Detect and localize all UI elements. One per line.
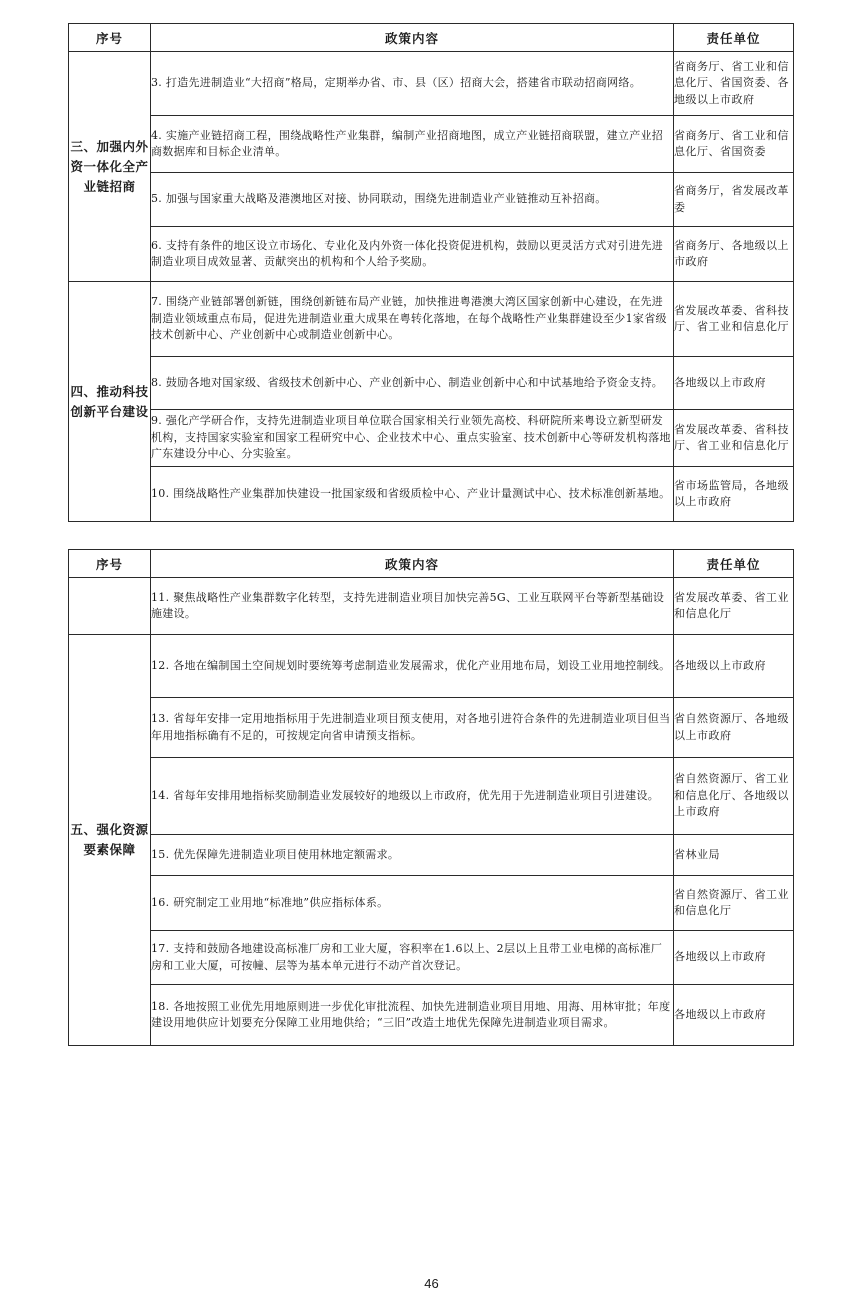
- policy-content: 17. 支持和鼓励各地建设高标准厂房和工业大厦，容积率在1.6以上、2层以上且带工业电梯的高标准厂房和工业大厦，可按幢、层等为基本单元进行不动产首次登记。: [151, 931, 674, 985]
- policy-table-1: [68, 23, 794, 522]
- policy-content: 12. 各地在编制国土空间规划时要统筹考虑制造业发展需求，优化产业用地布局，划设工业用地控制线。: [151, 635, 674, 698]
- category-cell: 五、强化资源要素保障: [69, 635, 151, 1046]
- table-row: [69, 835, 794, 876]
- policy-content: 18. 各地按照工业优先用地原则进一步优化审批流程、加快先进制造业项目用地、用海、用林审批；年度建设用地供应计划要充分保障工业用地供给；“三旧”改造土地优先保障先进制造业项目需求。: [151, 985, 674, 1046]
- policy-content: 11. 聚焦战略性产业集群数字化转型，支持先进制造业项目加快完善5G、工业互联网平台等新型基础设施建设。: [151, 578, 674, 635]
- responsible-unit: 省发展改革委、省工业和信息化厅: [674, 578, 794, 635]
- responsible-unit: 省自然资源厅、省工业和信息化厅、各地级以上市政府: [674, 758, 794, 835]
- policy-content: 10. 围绕战略性产业集群加快建设一批国家级和省级质检中心、产业计量测试中心、技术标准创新基地。: [151, 467, 674, 522]
- table-row: [69, 282, 794, 357]
- responsible-unit: 省自然资源厅、省工业和信息化厅: [674, 876, 794, 931]
- table-row: [69, 467, 794, 522]
- table-row: [69, 758, 794, 835]
- header-unit: 责任单位: [674, 550, 794, 578]
- header-content: 政策内容: [151, 24, 674, 52]
- policy-content: 7. 围绕产业链部署创新链，围绕创新链布局产业链，加快推进粤港澳大湾区国家创新中心建设，在先进制造业领域重点布局，促进先进制造业重大成果在粤转化落地，在每个战略性产业集群建设至少1家省级技术创新中心、产业创新中心或制造业创新中心。: [151, 282, 674, 357]
- responsible-unit: 各地级以上市政府: [674, 357, 794, 410]
- policy-table-2: [68, 549, 794, 1046]
- table-row: [69, 357, 794, 410]
- responsible-unit: 省市场监管局，各地级以上市政府: [674, 467, 794, 522]
- responsible-unit: 各地级以上市政府: [674, 635, 794, 698]
- policy-content: 14. 省每年安排用地指标奖励制造业发展较好的地级以上市政府，优先用于先进制造业项目引进建设。: [151, 758, 674, 835]
- responsible-unit: 省发展改革委、省科技厅、省工业和信息化厅: [674, 410, 794, 467]
- policy-content: 16. 研究制定工业用地“标准地”供应指标体系。: [151, 876, 674, 931]
- table-header-row: [69, 24, 794, 52]
- policy-content: 13. 省每年安排一定用地指标用于先进制造业项目预支使用，对各地引进符合条件的先进制造业项目但当年用地指标确有不足的，可按规定向省申请预支指标。: [151, 698, 674, 758]
- responsible-unit: 省商务厅，省发展改革委: [674, 173, 794, 227]
- table-row: [69, 410, 794, 467]
- responsible-unit: 省林业局: [674, 835, 794, 876]
- header-unit: 责任单位: [674, 24, 794, 52]
- header-content: 政策内容: [151, 550, 674, 578]
- table-row: [69, 876, 794, 931]
- policy-content: 15. 优先保障先进制造业项目使用林地定额需求。: [151, 835, 674, 876]
- policy-content: 6. 支持有条件的地区设立市场化、专业化及内外资一体化投资促进机构，鼓励以更灵活方式对引进先进制造业项目成效显著、贡献突出的机构和个人给予奖励。: [151, 227, 674, 282]
- table-row: [69, 635, 794, 698]
- policy-content: 5. 加强与国家重大战略及港澳地区对接、协同联动，围绕先进制造业产业链推动互补招商。: [151, 173, 674, 227]
- responsible-unit: 省自然资源厅、各地级以上市政府: [674, 698, 794, 758]
- table-row: [69, 116, 794, 173]
- table-row: [69, 52, 794, 116]
- table-row: [69, 985, 794, 1046]
- table-row: [69, 578, 794, 635]
- policy-content: 9. 强化产学研合作，支持先进制造业项目单位联合国家相关行业领先高校、科研院所来粤设立新型研发机构，支持国家实验室和国家工程研究中心、企业技术中心、重点实验室、技术创新中心等研发机构落地广东建设分中心、分实验室。: [151, 410, 674, 467]
- table-row: [69, 931, 794, 985]
- policy-content: 4. 实施产业链招商工程，围绕战略性产业集群，编制产业招商地图，成立产业链招商联盟，建立产业招商数据库和目标企业清单。: [151, 116, 674, 173]
- table-row: [69, 173, 794, 227]
- responsible-unit: 省商务厅、各地级以上市政府: [674, 227, 794, 282]
- responsible-unit: 各地级以上市政府: [674, 931, 794, 985]
- category-cell-empty: [69, 578, 151, 635]
- responsible-unit: 省商务厅、省工业和信息化厅、省国资委: [674, 116, 794, 173]
- header-seq: 序号: [69, 24, 151, 52]
- header-seq: 序号: [69, 550, 151, 578]
- table-row: [69, 698, 794, 758]
- responsible-unit: 省商务厅、省工业和信息化厅、省国资委、各地级以上市政府: [674, 52, 794, 116]
- policy-content: 8. 鼓励各地对国家级、省级技术创新中心、产业创新中心、制造业创新中心和中试基地给予资金支持。: [151, 357, 674, 410]
- responsible-unit: 省发展改革委、省科技厅、省工业和信息化厅: [674, 282, 794, 357]
- policy-content: 3. 打造先进制造业“大招商”格局，定期举办省、市、县（区）招商大会，搭建省市联动招商网络。: [151, 52, 674, 116]
- table-header-row: [69, 550, 794, 578]
- responsible-unit: 各地级以上市政府: [674, 985, 794, 1046]
- category-cell: 三、加强内外资一体化全产业链招商: [69, 52, 151, 282]
- category-cell: 四、推动科技创新平台建设: [69, 282, 151, 522]
- table-row: [69, 227, 794, 282]
- page-number: 46: [424, 1276, 439, 1291]
